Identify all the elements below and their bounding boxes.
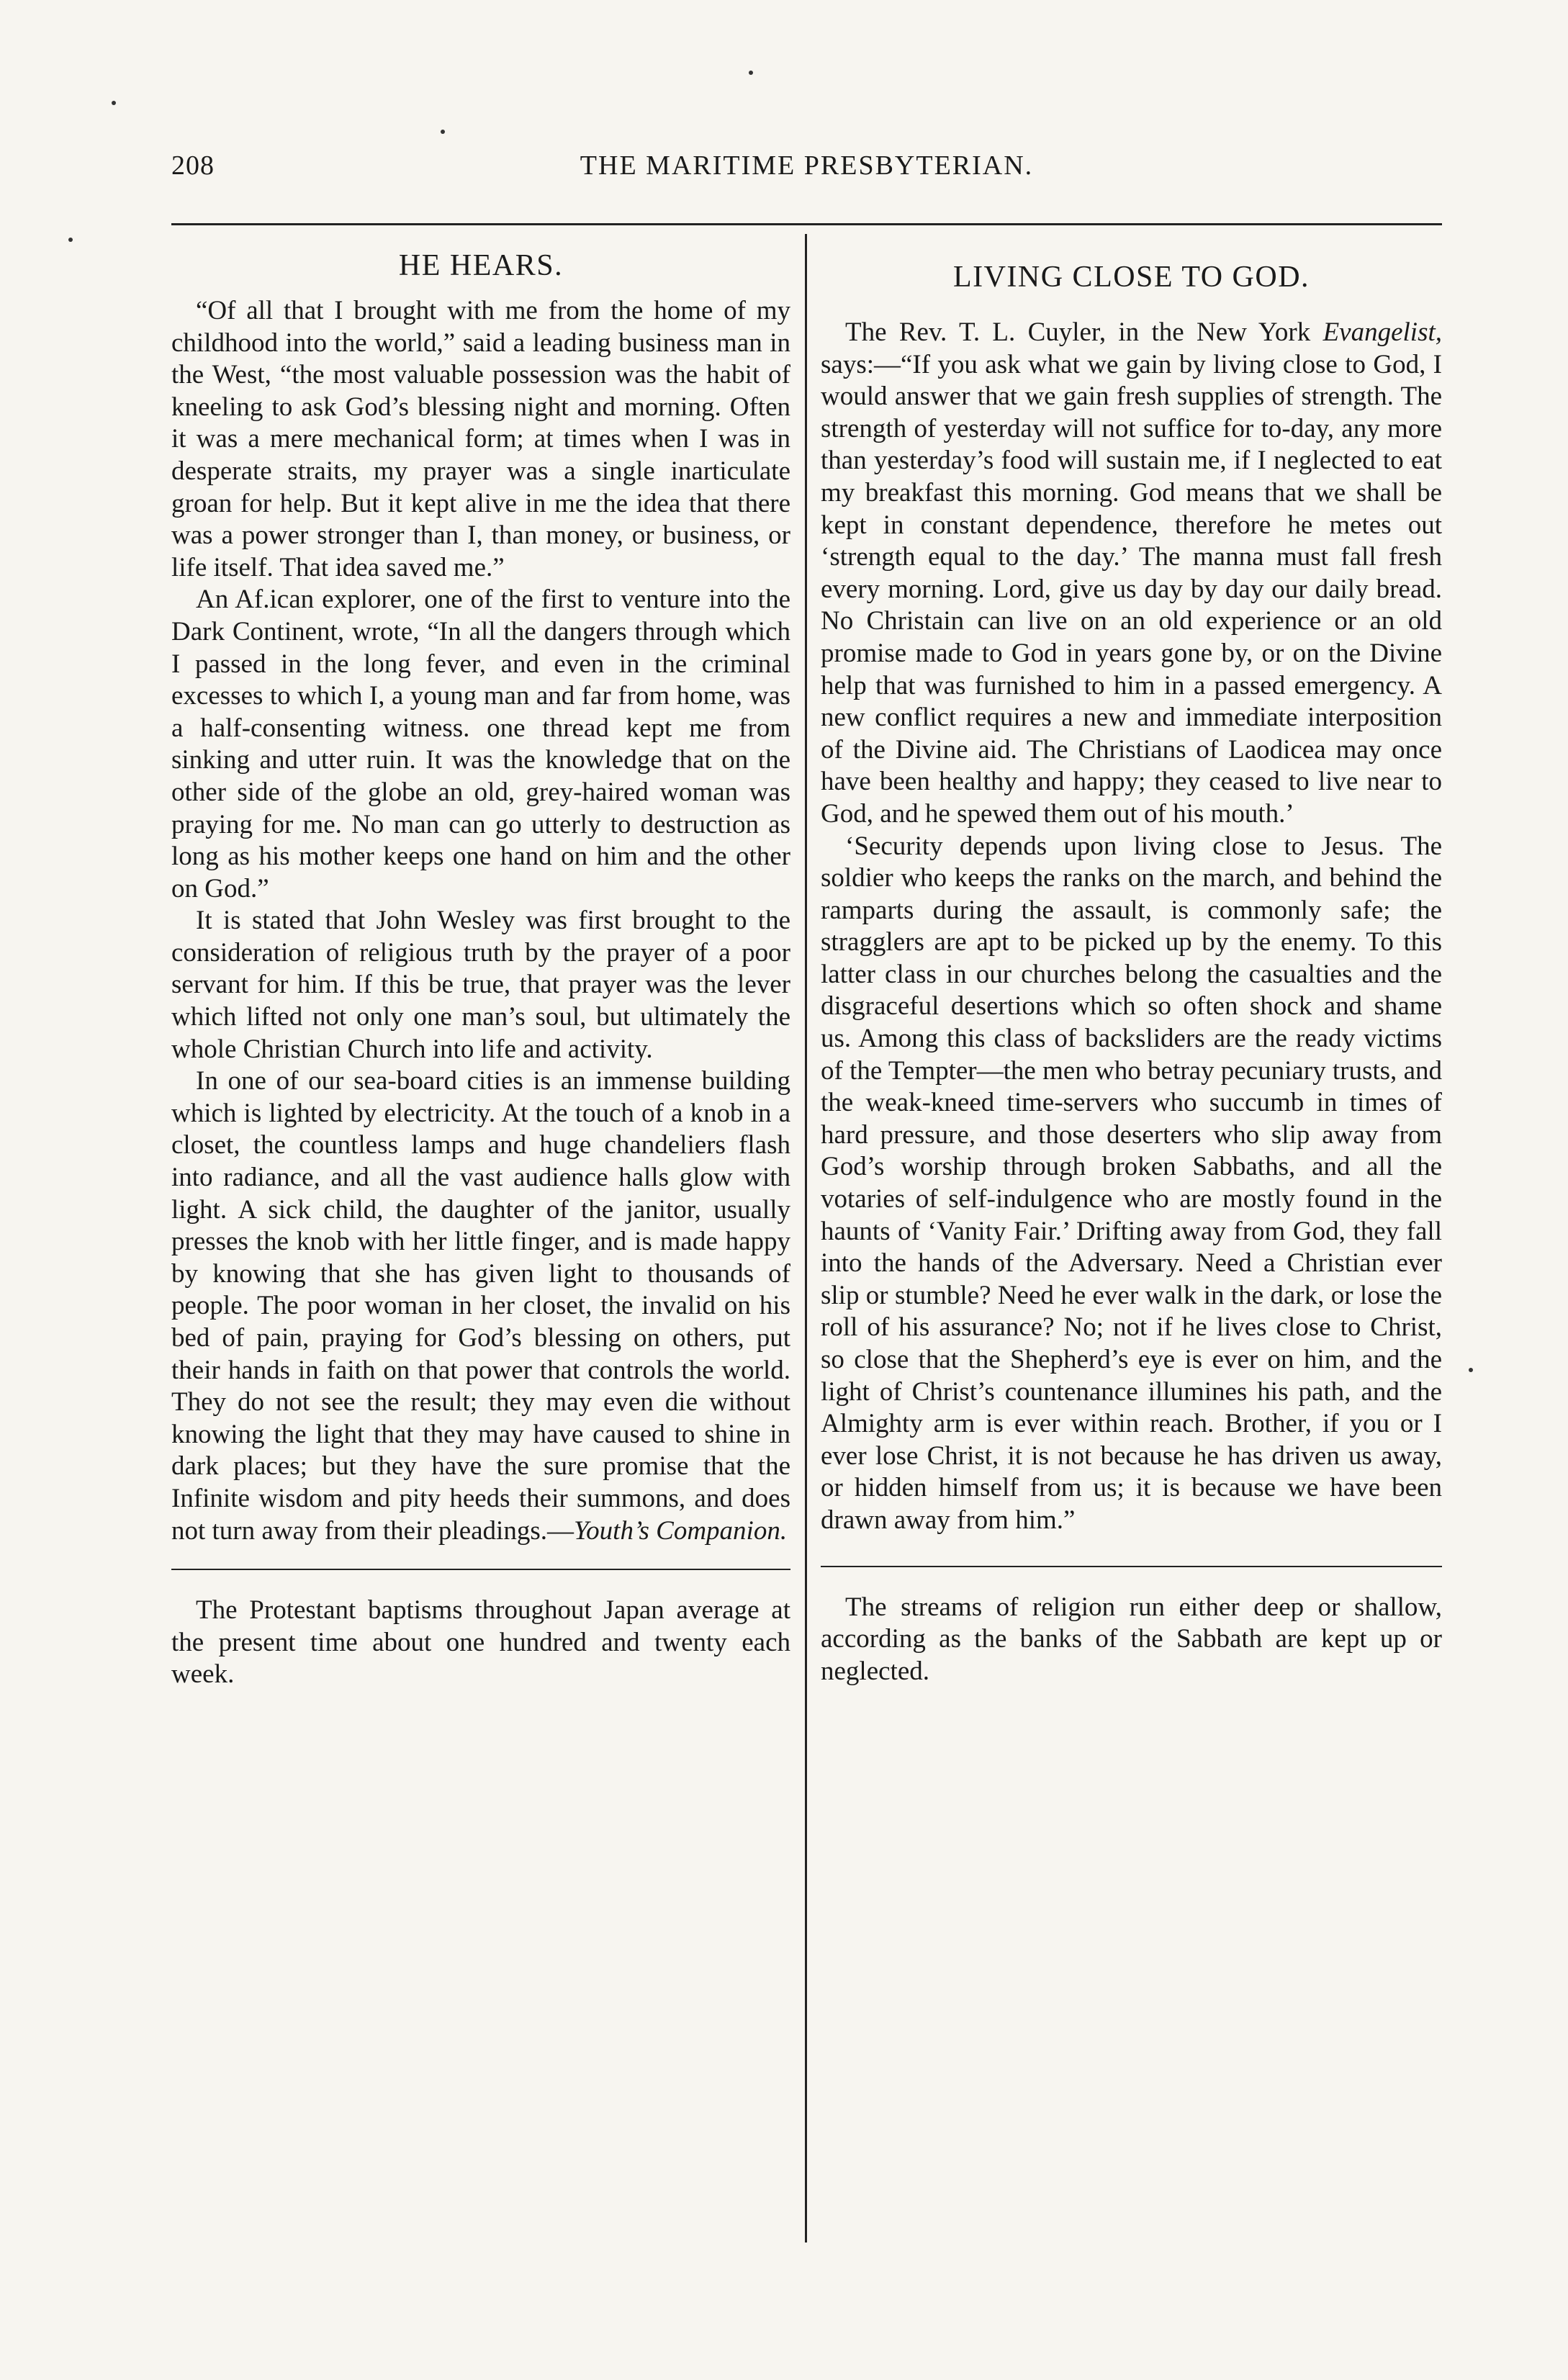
print-speck (112, 101, 116, 105)
paragraph-text: says:—“If you ask what we gain by living close to God, I would answer that we gain fresh supplies of strength. The strength of yesterday will not suffice for to-day, any more than yesterday’s food will sustain me, if I neglected to eat my breakfast this morning. God means that we shall be kept in constant dependence, therefore he metes out ‘strength equal to the day.’ The manna must fall fresh every morning. Lord, give us day by day our daily bread. No Christain can live on an old experience or an old promise made to God in years gone by, or on the Divine help that was furnished to him in a passed emergency. A new conflict requires a new and immediate interposition of the Divine aid. The Christians of Laodicea may once have been healthy and happy; they ceased to live near to God, and he spewed them out of his mouth.’ (821, 349, 1442, 829)
article-paragraph: An Af.ican explorer, one of the first to venture into the Dark Continent, wrote, “In all the dangers through which I passed in the long fever, and even in the criminal excesses to which I, a young man and far from home, was a half-consenting witness. one thread kept me from sinking and utter ruin. It was the knowledge that on the other side of the globe an old, grey-haired woman was praying for me. No man can go utterly to destruction as long as his mother keeps one hand on him and the other on God.” (171, 585, 790, 903)
publication-name: Evangelist, (1323, 317, 1442, 347)
article-title-living-close: LIVING CLOSE TO GOD. (952, 261, 1310, 294)
column-divider (805, 234, 807, 2242)
article-title-he-hears: HE HEARS. (398, 249, 564, 282)
print-speck (68, 238, 73, 242)
section-rule (171, 1569, 790, 1570)
header-rule (171, 223, 1442, 225)
article-paragraph: ‘Security depends upon living close to Jesus. The soldier who keeps the ranks on the march, and behind the ramparts during the assault, is commonly safe; the stragglers are apt to be picked up by the enemy. To this latter class in our churches belong the casualties and the disgraceful desertions which so often shock and shame us. Among this class of backsliders are the ready victims of the Tempter—the men who betray pecuniary trusts, and the weak-kneed time-servers who succumb in times of hard pressure, and those deserters who slip away from God’s worship through broken Sabbaths, and all the votaries of self-indulgence who are mostly found in the haunts of ‘Vanity Fair.’ Drifting away from God, they fall into the hands of the Adversary. Need a Christian ever slip or stumble? Need he ever walk in the dark, or lose the roll of his assurance? No; not if he lives close to Christ, so close that the Shepherd’s eye is ever on him, and the light of Christ’s countenance illumines his path, and the Almighty arm is ever within reach. Brother, if you or I ever lose Christ, it is not because he has driven us away, or hidden himself from us; it is because we have been drawn away from him.” (821, 831, 1442, 1535)
article-paragraph (171, 1065, 790, 1547)
article-paragraph (821, 317, 1442, 831)
source-citation: Youth’s Companion. (573, 1515, 788, 1546)
paragraph-text: In one of our sea-board cities is an immense building which is lighted by electricity. At the touch of a knob in a closet, the countless lamps and huge chandeliers flash into radiance, and all the vast audience halls glow with light. A sick child, the daughter of the janitor, usually presses the knob with her little finger, and is made happy by knowing that she has given light to thousands of people. The poor woman in her closet, the invalid on his bed of pain, praying for God’s blessing on others, put their hands in faith on that power that controls the world. They do not see the result; they may even die without knowing the light that they may have caused to shine in dark places; but they have the sure promise that the Infinite wisdom and pity heeds their summons, and does not turn away from their pleadings.— (171, 1066, 790, 1546)
article-paragraph: “Of all that I brought with me from the home of my childhood into the world,” said a leading business man in the West, “the most valuable possession was the habit of kneeling to ask God’s blessing night and morning. Often it was a mere mechanical form; at times when I was in desperate straits, my prayer was a single inarticulate groan for help. But it kept alive in me the idea that there was a power stronger than I, than money, or business, or life itself. That idea saved me.” (171, 296, 790, 582)
left-column (171, 238, 790, 1691)
right-column (821, 238, 1442, 1687)
page-number: 208 (171, 150, 215, 181)
page-header (171, 150, 1442, 200)
paragraph-lead: The Rev. T. L. Cuyler, in the New York (845, 317, 1323, 347)
print-speck (441, 130, 445, 134)
print-speck (749, 71, 753, 75)
article-paragraph: It is stated that John Wesley was first brought to the consideration of religious truth by the prayer of a poor servant for him. If this be true, that prayer was the lever which lifted not only one man’s soul, but ultimately the whole Christian Church into life and activity. (171, 906, 790, 1064)
journal-title: THE MARITIME PRESBYTERIAN. (580, 150, 1034, 181)
brief-note: The Protestant baptisms throughout Japan average at the present time about one hundred and twenty each week. (171, 1595, 790, 1690)
section-rule (821, 1566, 1442, 1567)
brief-note: The streams of religion run either deep or shallow, according as the banks of the Sabbath are kept up or neglected. (821, 1592, 1442, 1686)
print-speck (1469, 1368, 1473, 1372)
